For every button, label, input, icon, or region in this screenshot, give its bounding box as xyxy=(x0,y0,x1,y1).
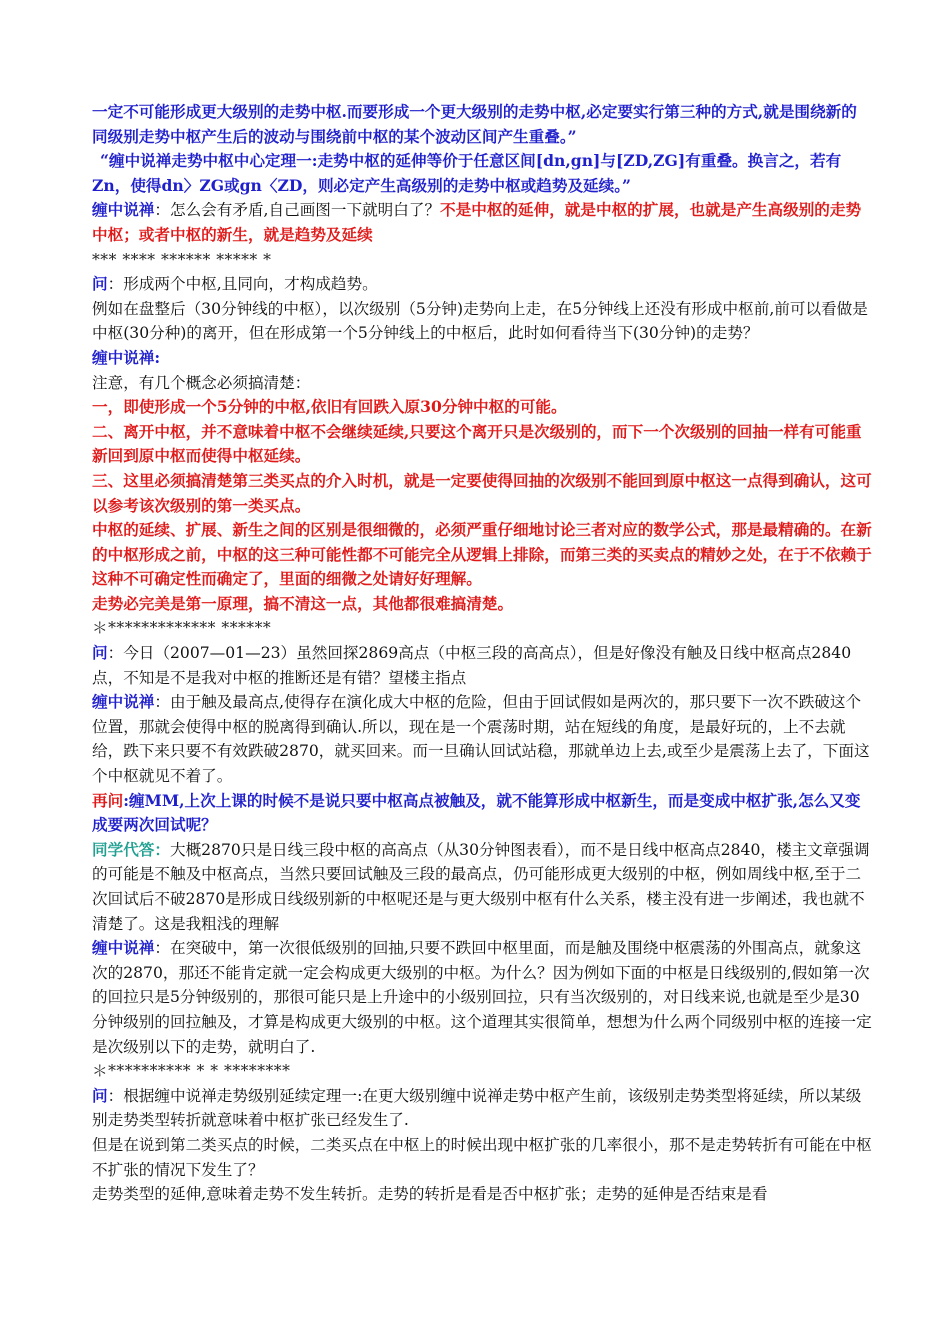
answer-2 xyxy=(92,690,872,788)
question-text: ：今日（2007—01—23）虽然回探2869高点（中枢三段的高高点），但是好像没有触及日线中枢高点2840点，不知是不是我对中枢的推断还是有错？望楼主指点 xyxy=(92,644,852,687)
answer-text: ：在突破中，第一次很低级别的回抽,只要不跌回中枢里面，而是触及围绕中枢震荡的外围高点，就象这次的2870，那还不能肯定就一定会构成更大级别的中枢。为什么？因为例如下面的中枢是日线级别的,假如第一次的回拉只是5分钟级别的，那很可能只是上升途中的小级别回拉，只有当次级别的，对日线来说,也就是至少是30分钟级别的回拉触及，才算是构成更大级别的中枢。这个道理其实很简单，想想为什么两个同级别中枢的连接一定是次级别以下的走势，就明白了. xyxy=(92,939,872,1056)
speaker-label: 缠中说禅 xyxy=(92,938,155,958)
answer-1-intro: 注意，有几个概念必须搞清楚： xyxy=(92,373,311,392)
document-page xyxy=(92,100,872,1207)
question-1-body: 例如在盘整后（30分钟线的中枢），以次级别（5分钟)走势向上走，在5分钟线上还没有形成中枢前,前可以看做是中枢(30分种)的离开，但在形成第一个5分钟线上的中枢后，此时如何看待当下(30分钟)的走势？ xyxy=(92,299,868,343)
separator-1: *** **** ****** ***** * xyxy=(92,250,272,269)
answer-1-point-4: 中枢的延续、扩展、新生之间的区别是很细微的，必须严重仔细地讨论三者对应的数学公式，那是最精确的。在新的中枢形成之前，中枢的这三种可能性都不可能完全从逻辑上排除，而第三类的买卖点的精妙之处，在于不依赖于这种不可确定性而确定了，里面的细微之处请好好理解。 xyxy=(92,520,872,589)
separator-3: ＊********** * * ******** xyxy=(92,1062,291,1081)
answer-3 xyxy=(92,936,872,1059)
speaker-label: 缠中说禅 xyxy=(92,200,155,220)
quote-paragraph-2: “缠中说禅走势中枢中心定理一:走势中枢的延伸等价于任意区间[dn,gn]与[ZD,ZG]有重叠。换言之，若有Zn，使得dn〉ZG或gn〈ZD，则必定产生高级别的走势中枢或趋势及延续。” xyxy=(92,151,842,195)
answer-1-point-1: 一，即使形成一个5分钟的中枢,依旧有回跌入原30分钟中枢的可能。 xyxy=(92,397,567,417)
student-answer xyxy=(92,838,872,936)
answer-1-point-5: 走势必完美是第一原理，搞不清这一点，其他都很难搞清楚。 xyxy=(92,593,514,613)
answer-1-point-2: 二、离开中枢，并不意味着中枢不会继续延续,只要这个离开只是次级别的，而下一个次级别的回抽一样有可能重新回到原中枢而使得中枢延续。 xyxy=(92,421,862,466)
followup-question xyxy=(92,789,872,838)
followup-text: :缠MM,上次上课的时候不是说只要中枢高点被触及，就不能算形成中枢新生，而是变成中枢扩张,怎么又变成要两次回试呢？ xyxy=(92,790,861,835)
student-label: 同学代答： xyxy=(92,839,170,859)
speaker-colon: : xyxy=(154,347,161,367)
question-1 xyxy=(92,272,872,297)
answer-1-header xyxy=(92,346,872,371)
question-text: ：根据缠中说禅走势级别延续定理一:在更大级别缠中说禅走势中枢产生前，该级别走势类型将延续，所以某级别走势类型转折就意味着中枢扩张已经发生了. xyxy=(92,1086,862,1130)
question-label: 问 xyxy=(92,643,108,663)
followup-label: 再问 xyxy=(92,790,124,810)
question-2 xyxy=(92,641,872,690)
question-3 xyxy=(92,1084,872,1133)
question-3-body: 但是在说到第二类买点的时候，二类买点在中枢上的时候出现中枢扩张的几率很小，那不是走势转折有可能在中枢不扩张的情况下发生了？ xyxy=(92,1135,872,1179)
question-text: ：形成两个中枢,且同向，才构成趋势。 xyxy=(107,275,378,294)
question-label: 问 xyxy=(92,274,108,294)
answer-paragraph-0 xyxy=(92,198,872,247)
separator-2: ＊************* ****** xyxy=(92,619,272,638)
answer-text: ：怎么会有矛盾,自己画图一下就明白了？ xyxy=(154,201,441,220)
speaker-label: 缠中说禅 xyxy=(92,347,155,367)
question-label: 问 xyxy=(92,1085,108,1105)
answer-highlight: 不是中枢的延伸，就是中枢的扩展，也就是产生高级别的走势中枢；或者中枢的新生，就是趋势及延续 xyxy=(92,200,862,244)
answer-text: ：由于触及最高点,使得存在演化成大中枢的危险，但由于回试假如是两次的，那只要下一次不跌破这个位置，那就会使得中枢的脱离得到确认.所以，现在是一个震荡时期，站在短线的角度，是最好玩的，上不去就给，跌下来只要不有效跌破2870，就买回来。而一旦确认回试站稳，那就单边上去,或至少是震荡上去了，下面这个中枢就见不着了。 xyxy=(92,693,870,786)
answer-1-point-3: 三、这里必须搞清楚第三类买点的介入时机，就是一定要使得回抽的次级别不能回到原中枢这一点得到确认，这可以参考该次级别的第一类买点。 xyxy=(92,470,872,515)
student-text: 大概2870只是日线三段中枢的高高点（从30分钟图表看），而不是日线中枢高点2840，楼主文章强调的可能是不触及中枢高点，当然只要回试触及三段的最高点，仍可能形成更大级别的中枢，例如周线中枢,至于二次回试后不破2870是形成日线级别新的中枢呢还是与更大级别中枢有什么关系，楼主没有进一步阐述，我也就不清楚了。这是我粗浅的理解 xyxy=(92,840,870,933)
speaker-label: 缠中说禅 xyxy=(92,692,155,712)
last-line: 走势类型的延伸,意味着走势不发生转折。走势的转折是看是否中枢扩张；走势的延伸是否结束是看 xyxy=(92,1185,768,1204)
quote-paragraph-1: 一定不可能形成更大级别的走势中枢.而要形成一个更大级别的走势中枢,必定要实行第三种的方式,就是围绕新的同级别走势中枢产生后的波动与围绕前中枢的某个波动区间产生重叠。” xyxy=(92,102,857,146)
